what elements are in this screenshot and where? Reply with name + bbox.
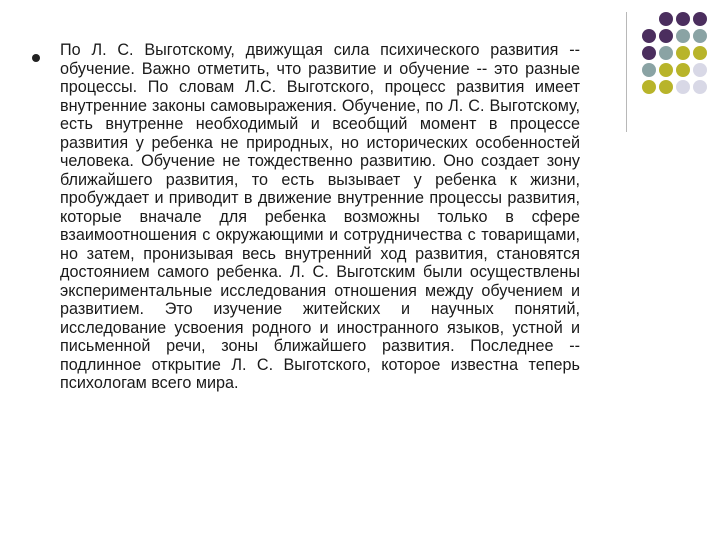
decor-dot <box>676 63 690 77</box>
decor-dot <box>659 46 673 60</box>
decor-dot <box>659 63 673 77</box>
decorative-divider <box>626 12 627 132</box>
decor-dot <box>676 29 690 43</box>
decor-dot <box>693 12 707 26</box>
decor-dot <box>676 46 690 60</box>
decor-dot <box>693 29 707 43</box>
decor-dot <box>659 80 673 94</box>
decor-dot <box>693 63 707 77</box>
decorative-dot-grid <box>636 10 720 120</box>
decor-dot <box>659 29 673 43</box>
decor-dot <box>642 80 656 94</box>
decor-dot <box>693 46 707 60</box>
body-paragraph: По Л. С. Выготскому, движущая сила психического развития -- обучение. Важно отметить, что развитие и обучение -- это разные процессы. По словам Л.С. Выготского, процесс развития имеет внутренние законы самовыражения. Обучение, по Л. С. Выготскому, есть внутренне необходимый и всеобщий момент в процессе развития у ребенка не природных, но исторических особенностей человека. Обучение не тождественно развитию. Оно создает зону ближайшего развития, то есть вызывает у ребенка к жизни, пробуждает и приводит в движение внутренние процессы развития, которые вначале для ребенка возможны только в сфере взаимоотношения с окружающими и сотрудничества с товарищами, но затем, пронизывая весь внутренний ход развития, становятся достоянием самого ребенка. Л. С. Выготским были осуществлены экспериментальные исследования отношения между обучением и развитием. Это изучение житейских и научных понятий, исследование усвоения родного и иностранного языков, устной и письменной речи, зоны ближайшего развития. Последнее -- подлинное открытие Л. С. Выготского, которое известна теперь психологам всего мира. <box>60 41 580 392</box>
decor-dot <box>659 12 673 26</box>
decor-dot <box>676 80 690 94</box>
decor-dot <box>676 12 690 26</box>
bullet-icon <box>32 54 40 62</box>
decor-dot <box>693 80 707 94</box>
decor-dot <box>642 63 656 77</box>
decor-dot <box>642 46 656 60</box>
decor-dot <box>642 29 656 43</box>
